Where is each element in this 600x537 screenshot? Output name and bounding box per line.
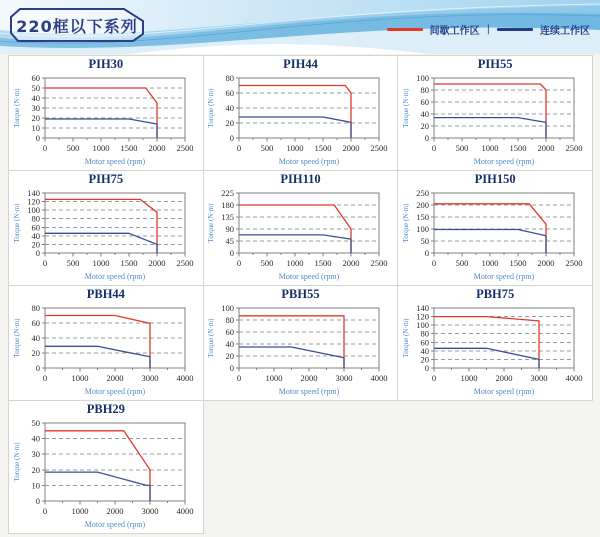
svg-text:0: 0	[432, 373, 437, 383]
svg-text:40: 40	[420, 109, 430, 119]
svg-text:2500: 2500	[565, 258, 583, 268]
svg-text:140: 140	[416, 303, 430, 313]
y-axis-label: Torque (N·m)	[207, 203, 216, 243]
svg-text:500: 500	[66, 258, 80, 268]
svg-text:2000: 2000	[148, 143, 166, 153]
y-axis-label: Torque (N·m)	[12, 203, 21, 243]
svg-text:60: 60	[420, 337, 430, 348]
svg-text:1500: 1500	[120, 258, 138, 268]
svg-text:1000: 1000	[71, 506, 89, 516]
chart-title-PIH44: PIH44	[283, 57, 318, 71]
svg-text:1000: 1000	[92, 258, 110, 268]
torque-speed-chart-PBH55	[205, 302, 395, 398]
svg-text:4000: 4000	[176, 373, 194, 383]
chart-cell-PIH55	[398, 56, 593, 171]
svg-text:1000: 1000	[286, 258, 304, 268]
svg-text:20: 20	[225, 351, 235, 361]
svg-text:0: 0	[35, 133, 40, 143]
svg-text:2000: 2000	[342, 258, 360, 268]
svg-text:0: 0	[237, 258, 242, 268]
svg-text:40: 40	[420, 345, 430, 356]
svg-text:1000: 1000	[481, 143, 499, 153]
series-title-box	[10, 8, 144, 42]
svg-text:120: 120	[416, 311, 430, 322]
svg-text:1500: 1500	[120, 143, 138, 153]
svg-text:0: 0	[42, 143, 47, 153]
y-axis-label: Torque (N·m)	[402, 88, 411, 128]
svg-text:40: 40	[31, 93, 40, 103]
torque-speed-chart-PBH44	[11, 302, 201, 398]
svg-text:20: 20	[31, 239, 40, 250]
svg-text:150: 150	[416, 212, 430, 222]
torque-speed-chart-PBH29	[11, 417, 201, 531]
svg-text:1500: 1500	[314, 258, 332, 268]
svg-text:3000: 3000	[141, 373, 159, 383]
svg-text:20: 20	[31, 113, 40, 123]
svg-text:50: 50	[31, 83, 40, 93]
svg-text:30: 30	[31, 103, 40, 113]
svg-text:60: 60	[31, 73, 40, 83]
torque-speed-chart-PIH110	[205, 187, 395, 283]
svg-text:2000: 2000	[495, 373, 513, 383]
svg-text:2000: 2000	[106, 373, 124, 383]
svg-text:0: 0	[230, 363, 235, 373]
svg-text:0: 0	[35, 248, 40, 258]
y-axis-label: Torque (N·m)	[207, 318, 216, 358]
y-axis-label: Torque (N·m)	[12, 442, 21, 482]
svg-text:40: 40	[225, 103, 235, 113]
svg-text:80: 80	[31, 303, 40, 313]
svg-text:50: 50	[420, 236, 430, 246]
chart-cell-PIH110	[204, 171, 399, 286]
x-axis-label: Motor speed (rpm)	[473, 387, 535, 396]
svg-text:500: 500	[455, 258, 469, 268]
svg-text:200: 200	[416, 200, 430, 210]
x-axis-label: Motor speed (rpm)	[279, 272, 340, 281]
svg-text:60: 60	[31, 318, 40, 328]
chart-cell-PIH75	[9, 171, 204, 286]
svg-text:4000: 4000	[370, 373, 388, 383]
svg-text:80: 80	[420, 328, 430, 339]
svg-text:40: 40	[31, 333, 40, 343]
svg-text:1000: 1000	[286, 143, 304, 153]
svg-text:3000: 3000	[530, 373, 548, 383]
legend-label-intermittent: 间歇工作区	[429, 26, 480, 37]
torque-speed-chart-PIH75	[11, 187, 201, 283]
svg-text:0: 0	[42, 506, 47, 516]
legend-label-continuous: 连续工作区	[540, 26, 590, 37]
y-axis-label: Torque (N·m)	[12, 318, 21, 358]
svg-text:0: 0	[237, 143, 242, 153]
chart-title-PIH55: PIH55	[477, 57, 513, 71]
torque-speed-chart-PIH44	[205, 72, 395, 168]
svg-text:80: 80	[31, 213, 40, 224]
svg-text:100: 100	[416, 320, 430, 331]
y-axis-label: Torque (N·m)	[402, 318, 411, 358]
chart-title-PIH30: PIH30	[88, 57, 124, 71]
svg-text:50: 50	[31, 418, 40, 428]
x-axis-label: Motor speed (rpm)	[84, 272, 146, 281]
x-axis-label: Motor speed (rpm)	[84, 387, 146, 396]
svg-text:60: 60	[31, 222, 40, 233]
svg-text:0: 0	[424, 248, 430, 258]
svg-text:500: 500	[261, 258, 274, 268]
torque-speed-chart-PBH75	[400, 302, 590, 398]
svg-text:1000: 1000	[71, 373, 89, 383]
svg-text:45: 45	[225, 236, 235, 246]
legend	[387, 22, 590, 37]
svg-text:20: 20	[31, 464, 40, 475]
chart-cell-PIH44	[204, 56, 399, 171]
x-axis-label: Motor speed (rpm)	[279, 387, 340, 396]
svg-text:1000: 1000	[481, 258, 499, 268]
chart-title-PBH75: PBH75	[476, 287, 515, 301]
svg-text:40: 40	[225, 339, 235, 349]
svg-text:0: 0	[424, 133, 430, 143]
chart-cell-PBH44	[9, 286, 204, 401]
chart-title-PIH110: PIH110	[280, 172, 321, 186]
x-axis-label: Motor speed (rpm)	[279, 157, 340, 166]
svg-text:2500: 2500	[176, 143, 194, 153]
svg-text:2500: 2500	[565, 143, 583, 153]
torque-speed-chart-PIH150	[400, 187, 590, 283]
svg-text:90: 90	[225, 224, 235, 234]
svg-text:20: 20	[225, 118, 235, 128]
svg-text:0: 0	[35, 363, 40, 373]
svg-text:500: 500	[261, 143, 274, 153]
svg-text:3000: 3000	[335, 373, 353, 383]
chart-title-PBH29: PBH29	[86, 402, 125, 416]
svg-text:0: 0	[432, 258, 437, 268]
chart-title-PBH55: PBH55	[281, 287, 320, 301]
svg-text:100: 100	[416, 73, 430, 83]
svg-text:100: 100	[416, 224, 430, 234]
chart-cell-PBH29	[9, 401, 204, 534]
svg-text:40: 40	[31, 230, 40, 241]
svg-text:135: 135	[221, 212, 235, 222]
y-axis-label: Torque (N·m)	[402, 203, 411, 243]
svg-text:1500: 1500	[509, 143, 527, 153]
chart-title-PBH44: PBH44	[86, 287, 125, 301]
svg-text:30: 30	[31, 449, 40, 460]
continuous-line-swatch	[497, 28, 533, 31]
svg-text:0: 0	[42, 373, 47, 383]
x-axis-label: Motor speed (rpm)	[473, 272, 535, 281]
header-banner	[0, 0, 600, 54]
svg-text:80: 80	[225, 315, 235, 325]
x-axis-label: Motor speed (rpm)	[84, 520, 146, 529]
chart-title-PIH150: PIH150	[474, 172, 516, 186]
svg-text:2000: 2000	[148, 258, 166, 268]
svg-text:60: 60	[225, 88, 235, 98]
svg-text:250: 250	[416, 188, 430, 198]
svg-text:140: 140	[27, 188, 40, 198]
svg-text:2000: 2000	[342, 143, 360, 153]
x-axis-label: Motor speed (rpm)	[473, 157, 535, 166]
svg-text:0: 0	[237, 373, 242, 383]
svg-text:100: 100	[221, 303, 235, 313]
chart-cell-PIH150	[398, 171, 593, 286]
svg-text:0: 0	[35, 496, 40, 506]
svg-text:225: 225	[221, 188, 235, 198]
svg-text:1000: 1000	[265, 373, 283, 383]
svg-text:2000: 2000	[537, 258, 555, 268]
chart-cell-PBH55	[204, 286, 399, 401]
svg-text:40: 40	[31, 433, 40, 444]
legend-separator: |	[486, 24, 490, 35]
charts-grid	[8, 55, 593, 534]
y-axis-label: Torque (N·m)	[207, 88, 216, 128]
svg-text:3000: 3000	[141, 506, 159, 516]
page-title: 220框以下系列	[16, 16, 138, 36]
svg-text:1000: 1000	[92, 143, 110, 153]
svg-text:60: 60	[225, 327, 235, 337]
svg-text:2000: 2000	[106, 506, 124, 516]
chart-title-PIH75: PIH75	[88, 172, 124, 186]
svg-text:100: 100	[27, 205, 40, 216]
svg-text:10: 10	[31, 123, 40, 133]
svg-text:120: 120	[27, 196, 40, 207]
svg-text:180: 180	[221, 200, 235, 210]
svg-text:0: 0	[230, 248, 235, 258]
torque-speed-chart-PIH30	[11, 72, 201, 168]
svg-text:2000: 2000	[537, 143, 555, 153]
svg-text:2500: 2500	[370, 258, 388, 268]
chart-cell-PIH30	[9, 56, 204, 171]
svg-text:20: 20	[420, 121, 430, 131]
svg-text:0: 0	[424, 363, 430, 373]
svg-text:20: 20	[420, 354, 430, 365]
svg-text:2500: 2500	[370, 143, 388, 153]
svg-text:10: 10	[31, 480, 40, 491]
svg-text:60: 60	[420, 97, 430, 107]
svg-text:1500: 1500	[509, 258, 527, 268]
svg-text:2000: 2000	[300, 373, 318, 383]
svg-text:2500: 2500	[176, 258, 194, 268]
svg-text:500: 500	[66, 143, 80, 153]
svg-text:80: 80	[420, 85, 430, 95]
svg-text:4000: 4000	[565, 373, 583, 383]
svg-text:1500: 1500	[314, 143, 332, 153]
torque-speed-chart-PIH55	[400, 72, 590, 168]
svg-text:0: 0	[42, 258, 47, 268]
svg-text:0: 0	[230, 133, 235, 143]
svg-text:0: 0	[432, 143, 437, 153]
svg-text:80: 80	[225, 73, 235, 83]
svg-text:20: 20	[31, 348, 40, 358]
x-axis-label: Motor speed (rpm)	[84, 157, 146, 166]
svg-text:1000: 1000	[460, 373, 478, 383]
y-axis-label: Torque (N·m)	[12, 88, 21, 128]
svg-text:500: 500	[455, 143, 469, 153]
intermittent-line-swatch	[387, 28, 423, 31]
chart-cell-PBH75	[398, 286, 593, 401]
svg-text:4000: 4000	[176, 506, 194, 516]
